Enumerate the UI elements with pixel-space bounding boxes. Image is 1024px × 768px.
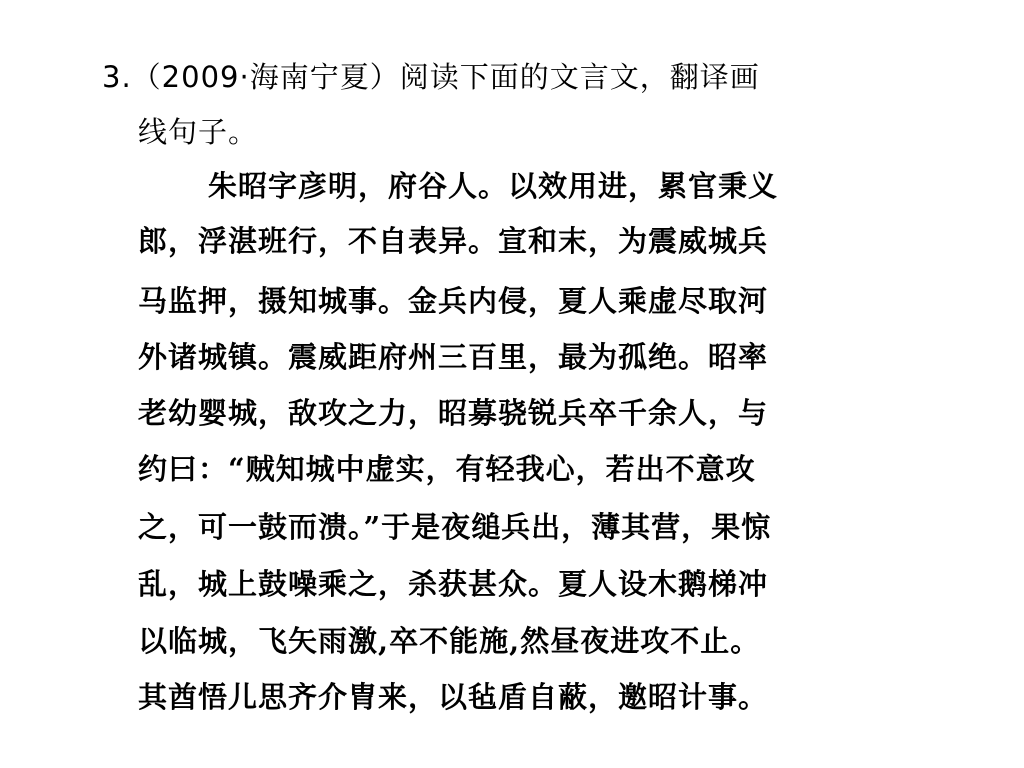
passage-line-5: 老幼婴城，敌攻之力，昭募骁锐兵卒千余人，与 (138, 396, 769, 430)
passage-line-9: 以临城，飞矢雨激,卒不能施,然昼夜进攻不止。 (138, 624, 761, 658)
passage-line-4: 外诸城镇。震威距府州三百里，最为孤绝。昭率 (138, 340, 769, 374)
passage-line-2: 郎，浮湛班行，不自表异。宣和末，为震威城兵 (138, 224, 769, 258)
question-heading-continued: 线句子。 (138, 115, 259, 149)
passage-line-1: 朱昭字彦明，府谷人。以效用进，累官秉义 (208, 169, 779, 203)
passage-line-3: 马监押，摄知城事。金兵内侵，夏人乘虚尽取河 (138, 284, 769, 318)
passage-line-8: 乱，城上鼓噪乘之，杀获甚众。夏人设木鹅梯冲 (138, 567, 769, 601)
passage-line-7: 之，可一鼓而溃。”于是夜缒兵出，薄其营，果惊 (138, 510, 772, 544)
passage-line-10: 其酋悟儿思齐介胄来，以毡盾自蔽，邀昭计事。 (138, 680, 769, 714)
question-heading: 3.（2009·海南宁夏）阅读下面的文言文，翻译画 (102, 60, 760, 94)
passage-line-6: 约曰：“贼知城中虚实，有轻我心，若出不意攻 (138, 452, 756, 486)
